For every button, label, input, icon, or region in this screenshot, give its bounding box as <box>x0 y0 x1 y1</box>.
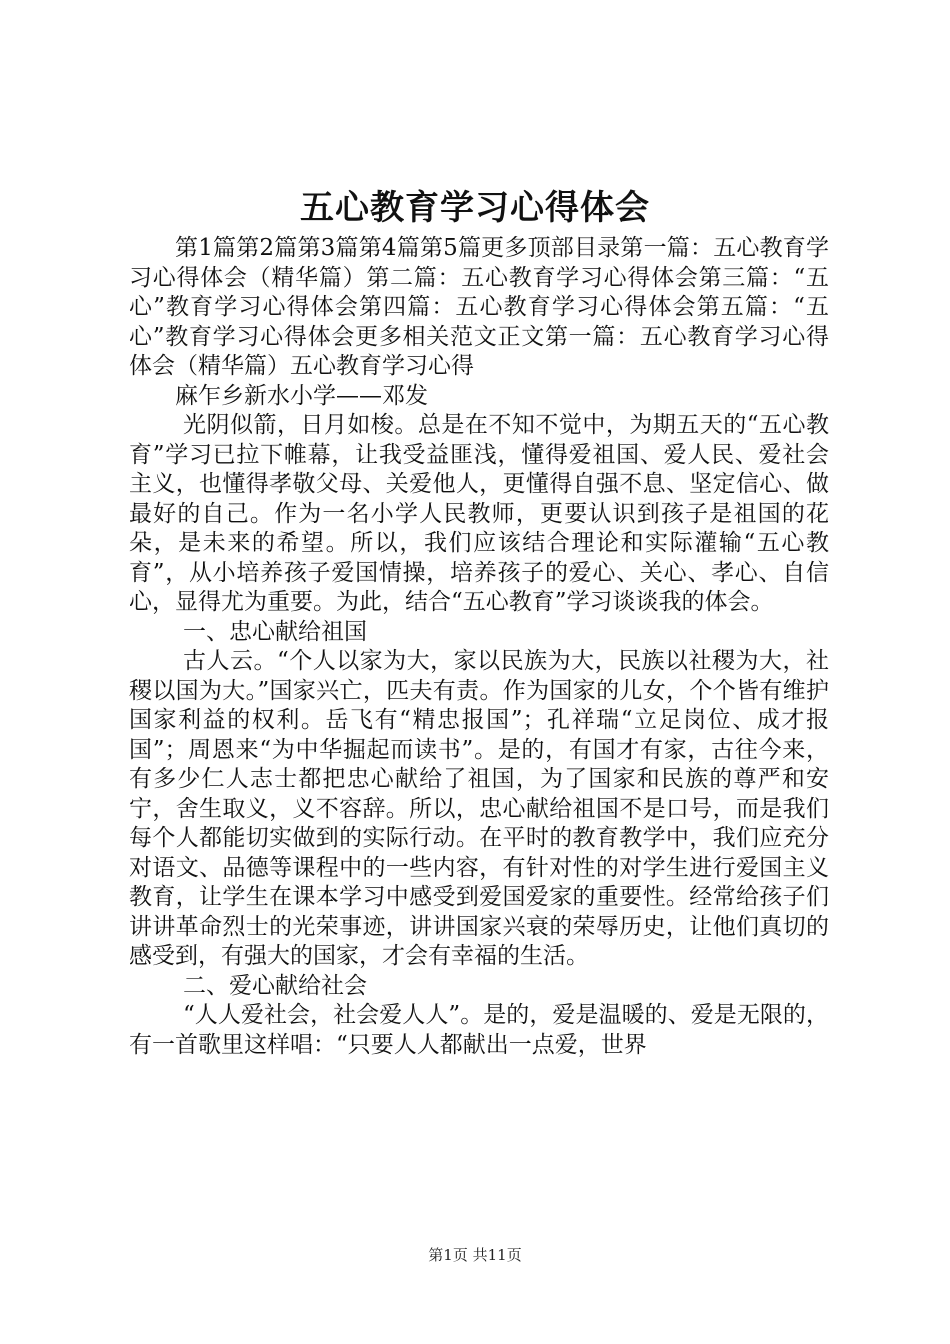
document-title: 五心教育学习心得体会 <box>300 188 650 228</box>
page-number-footer: 第1页 共11页 <box>428 1246 522 1264</box>
document-body <box>129 234 829 1060</box>
table-of-contents-paragraph: 第1篇第2篇第3篇第4篇第5篇更多顶部目录第一篇：五心教育学习心得体会（精华篇）第二篇：五心教育学习心得体会第三篇：“五心”教育学习心得体会第四篇：五心教育学习心得体会第五篇：“五心”教育学习心得体会更多相关范文正文第一篇：五心教育学习心得体会（精华篇）五心教育学习心得 <box>129 235 829 379</box>
section-heading: 一、忠心献给祖国 <box>183 618 367 645</box>
body-paragraph: “人人爱社会，社会爱人人”。是的，爱是温暖的、爱是无限的，有一首歌里这样唱：“只要人人都献出一点爱，世界 <box>129 1002 829 1058</box>
section-heading: 二、爱心献给社会 <box>183 972 367 999</box>
body-paragraph: 光阴似箭，日月如梭。总是在不知不觉中，为期五天的“五心教育”学习已拉下帷幕，让我受益匪浅，懂得爱祖国、爱人民、爱社会主义，也懂得孝敬父母、关爱他人，更懂得自强不息、坚定信心、做最好的自己。作为一名小学人民教师，更要认识到孩子是祖国的花朵，是未来的希望。所以，我们应该结合理论和实际灌输“五心教育”，从小培养孩子爱国情操，培养孩子的爱心、关心、孝心、自信心，显得尤为重要。为此，结合“五心教育”学习谈谈我的体会。 <box>129 412 829 615</box>
body-paragraph: 古人云。“个人以家为大，家以民族为大，民族以社稷为大，社稷以国为大。”国家兴亡，匹夫有责。作为国家的儿女，个个皆有维护国家利益的权利。岳飞有“精忠报国”；孔祥瑞“立足岗位、成才报国”；周恩来“为中华掘起而读书”。是的，有国才有家，古往今来，有多少仁人志士都把忠心献给了祖国，为了国家和民族的尊严和安宁，舍生取义，义不容辞。所以，忠心献给祖国不是口号，而是我们每个人都能切实做到的实际行动。在平时的教育教学中，我们应充分对语文、品德等课程中的一些内容，有针对性的对学生进行爱国主义教育，让学生在课本学习中感受到爱国爱家的重要性。经常给孩子们讲讲革命烈士的光荣事迹，讲讲国家兴衰的荣辱历史，让他们真切的感受到，有强大的国家，才会有幸福的生活。 <box>129 648 829 969</box>
author-line: 麻乍乡新水小学——邓发 <box>175 382 428 409</box>
